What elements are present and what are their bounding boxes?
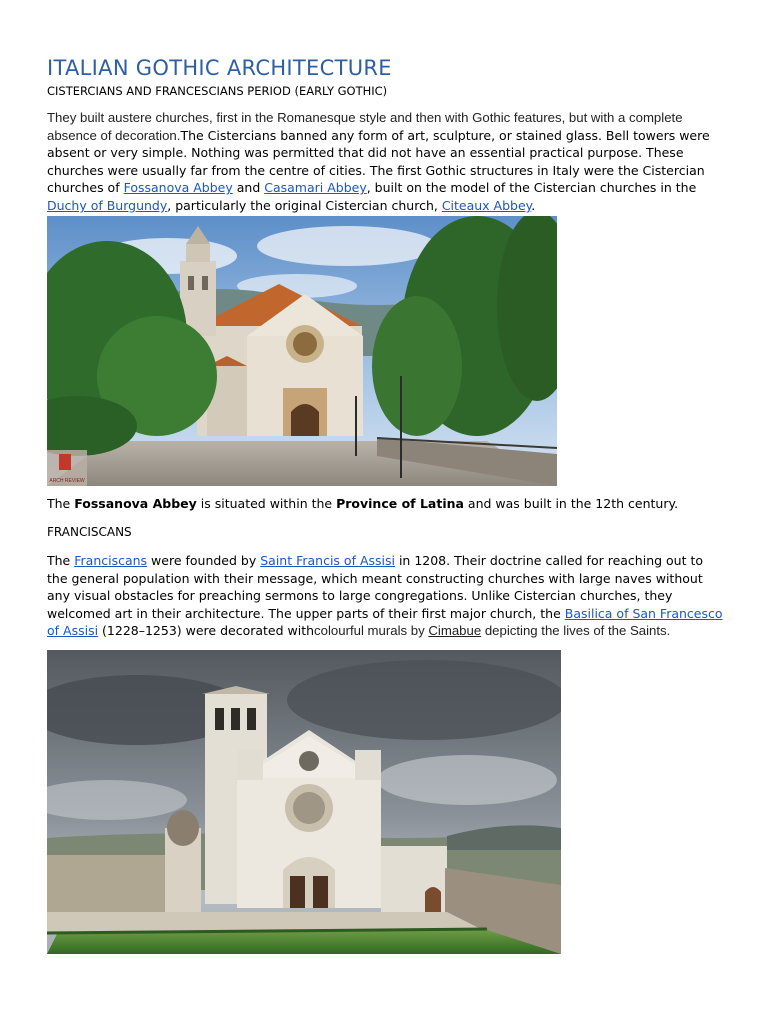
page-title: ITALIAN GOTHIC ARCHITECTURE [47, 56, 392, 80]
section-heading-franciscans: FRANCISCANS [47, 525, 132, 539]
link-cimabue[interactable]: Cimabue [428, 623, 482, 639]
page-subtitle: CISTERCIANS AND FRANCESCIANS PERIOD (EARLY GOTHIC) [47, 84, 388, 98]
caption-bold-fossanova: Fossanova Abbey [74, 496, 197, 511]
paragraph-lead: They built austere churches, first in the Romanesque style and then with Gothic features, but with a complete absence of decoration. [47, 110, 683, 143]
basilica-san-francesco-photo [47, 650, 561, 954]
paragraph-text-arial: colourful murals by [314, 623, 429, 639]
paragraph-text: , built on the model of the Cistercian churches in the [366, 180, 697, 196]
caption-text: The [47, 496, 75, 511]
fossanova-abbey-photo [47, 216, 557, 486]
link-basilica-san-francesco[interactable]: Basilica of San Francesco of Assisi [47, 605, 723, 639]
paragraph-text: (1228–1253) were decorated with [98, 623, 315, 639]
paragraph-text: in 1208. Their doctrine called for reaching out to the general population with their message, which meant constructing churches with large naves without any visual obstacles for preaching sermons to large congregations. Unlike Cistercian churches, they welcomed art in their architecture. The upper parts of their first major church, the [47, 553, 704, 621]
link-citeaux-abbey[interactable]: Citeaux Abbey [441, 197, 532, 213]
paragraph-text: , particularly the original Cistercian church, [167, 197, 442, 213]
caption-text: is situated within the [196, 496, 337, 511]
link-saint-francis-of-assisi[interactable]: Saint Francis of Assisi [260, 553, 395, 568]
caption-bold-latina: Province of Latina [336, 496, 464, 511]
paragraph-text: were founded by [147, 553, 261, 568]
paragraph-text: . [531, 197, 536, 213]
link-franciscans[interactable]: Franciscans [74, 553, 148, 568]
cistercians-paragraph [47, 109, 723, 215]
paragraph-text: and [232, 180, 265, 196]
link-casamari-abbey[interactable]: Casamari Abbey [264, 180, 367, 196]
caption-text: and was built in the 12th century. [463, 496, 679, 511]
link-fossanova-abbey[interactable]: Fossanova Abbey [123, 180, 233, 196]
fossanova-caption [47, 496, 678, 511]
paragraph-text: The Cistercians banned any form of art, sculpture, or stained glass. Bell towers were absent or very simple. Nothing was permitted that did not have an essential practical purpose. These churches were usually far from the centre of cities. The first Gothic structures in Italy were the Cistercian churches of [47, 127, 710, 196]
paragraph-text-arial: depicting the lives of the Saints. [481, 623, 671, 639]
link-duchy-of-burgundy[interactable]: Duchy of Burgundy [47, 197, 168, 213]
watermark-text: ARCH REVIEW [49, 478, 85, 484]
paragraph-text: The [47, 553, 75, 568]
franciscans-paragraph [47, 552, 723, 640]
